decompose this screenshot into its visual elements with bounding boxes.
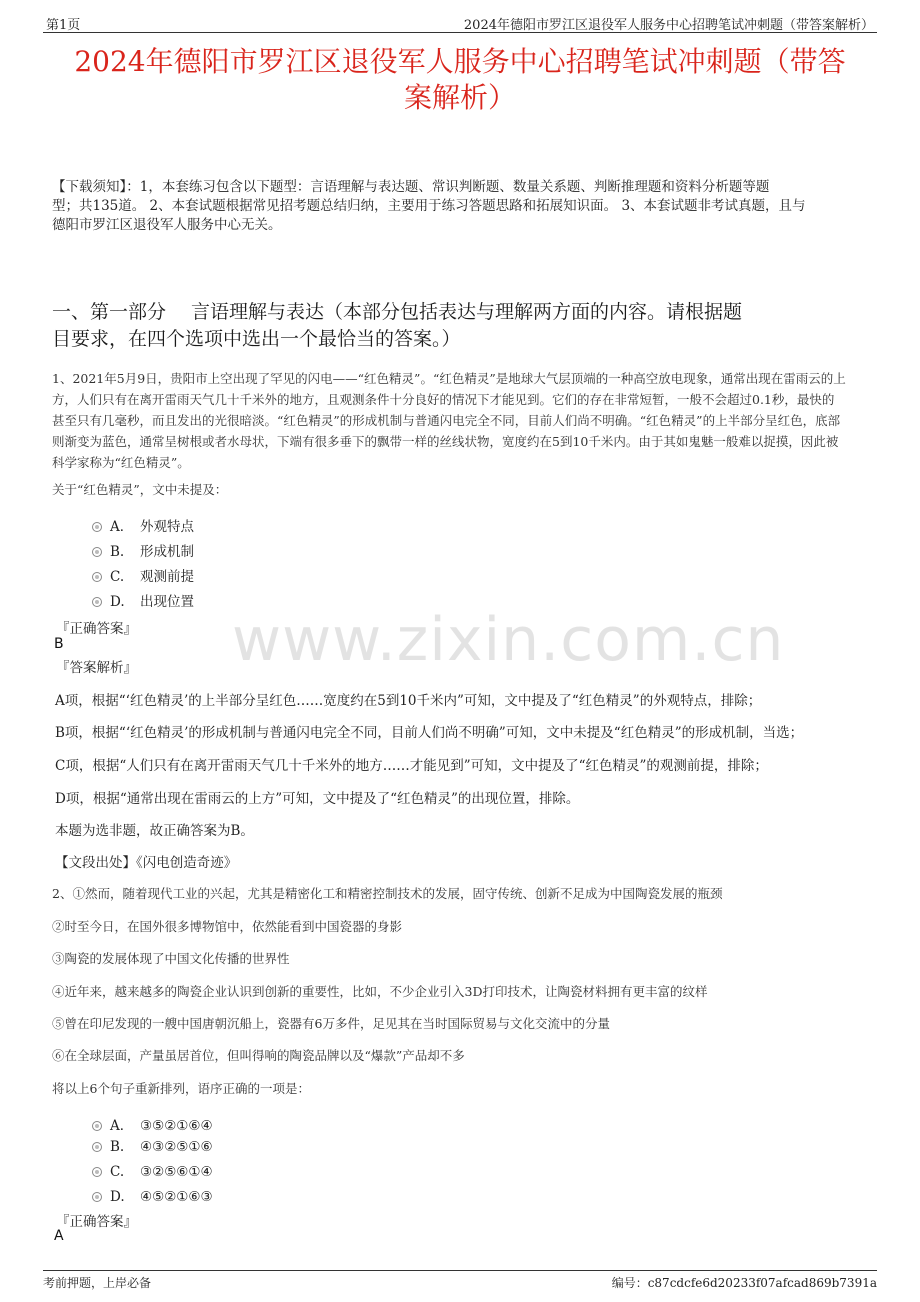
page-footer [43,1270,877,1290]
radio-icon[interactable] [92,1142,102,1152]
q2-option-d[interactable] [92,1189,213,1205]
radio-icon[interactable] [92,572,102,582]
option-key: A． [110,1118,134,1134]
watermark-text: www.zixin.com.cn [232,605,785,675]
radio-icon[interactable] [92,1167,102,1177]
q1-analysis-label: 『答案解析』 [56,660,137,676]
radio-icon[interactable] [92,547,102,557]
radio-icon[interactable] [92,522,102,532]
footer-doc-id: 编号：c87cdcfe6d20233f07afcad869b7391a [611,1276,877,1290]
stem-line: 科学家称为“红色精灵”。 [52,455,190,470]
document-title [40,44,880,116]
section-heading-line: 目要求，在四个选项中选出一个最恰当的答案。） [52,328,461,350]
q2-sentence: 2、①然而，随着现代工业的兴起，尤其是精密化工和精密控制技术的发展，固守传统、创新不足成为中国陶瓷发展的瓶颈 [52,886,723,901]
q1-source: 【文段出处】《闪电创造奇迹》 [55,855,238,871]
q1-analysis-d: D项，根据“通常出现在雷雨云的上方”可知，文中提及了“红色精灵”的出现位置，排除。 [55,791,580,807]
q1-analysis-a: A项，根据“‘红色精灵’的上半部分呈红色……宽度约在5到10千米内”可知，文中提及了“红色精灵”的外观特点，排除； [55,693,762,709]
q2-question: 将以上6个句子重新排列，语序正确的一项是： [52,1081,310,1096]
option-text: ③⑤②①⑥④ [140,1118,213,1134]
q2-sentence: ②时至今日，在国外很多博物馆中，依然能看到中国瓷器的身影 [52,919,403,934]
option-text: 形成机制 [140,544,194,560]
option-text: ③②⑤⑥①④ [140,1164,213,1180]
option-key: D. [110,594,125,610]
footer-slogan: 考前押题，上岸必备 [43,1276,152,1290]
option-key: D. [110,1189,125,1205]
stem-line: 方，人们只有在离开雷雨天气几十千米外的地方，且观测条件十分良好的情况下才能见到。它们的存在非常短暂，一般不会超过0.1秒，最快的 [52,392,835,407]
q1-answer-label: 『正确答案』 [56,621,137,637]
q1-conclusion: 本题为选非题，故正确答案为B。 [55,823,254,839]
q1-option-a[interactable] [92,515,194,535]
q2-option-b[interactable] [92,1139,213,1155]
stem-line: 则渐变为蓝色，通常呈树根或者水母状，下端有很多垂下的飘带一样的丝线状物，宽度约在5到10千米内。由于其如鬼魅一般难以捉摸，因此被 [52,434,839,449]
q2-sentence: ⑤曾在印尼发现的一艘中国唐朝沉船上，瓷器有6万多件，足见其在当时国际贸易与文化交流中的分量 [52,1016,610,1031]
radio-icon[interactable] [92,1121,102,1131]
option-text: ④③②⑤①⑥ [140,1139,213,1155]
option-key: C. [110,1164,125,1180]
notice-line: 【下载须知】：1，本套练习包含以下题型：言语理解与表达题、常识判断题、数量关系题、判断推理题和资料分析题等题 [52,179,770,195]
page-number: 第1页 [46,18,81,33]
title-line-1: 2024年德阳市罗江区退役军人服务中心招聘笔试冲刺题（带答 [74,45,846,78]
radio-icon[interactable] [92,1192,102,1202]
q2-sentence: ③陶瓷的发展体现了中国文化传播的世界性 [52,951,290,966]
q1-analysis-b: B项，根据“‘红色精灵’的形成机制与普通闪电完全不同，目前人们尚不明确”可知，文中未提及“红色精灵”的形成机制，当选； [55,725,804,741]
option-key: C. [110,569,125,585]
option-text: ④⑤②①⑥③ [140,1189,213,1205]
section-heading [52,299,868,353]
option-text: 出现位置 [140,594,194,610]
header-doc-title: 2024年德阳市罗江区退役军人服务中心招聘笔试冲刺题（带答案解析） [463,18,874,33]
title-line-2: 案解析） [403,81,516,114]
q2-answer-label: 『正确答案』 [56,1214,137,1230]
q2-sentence: ④近年来，越来越多的陶瓷企业认识到创新的重要性，比如，不少企业引入3D打印技术，让陶瓷材料拥有更丰富的纹样 [52,984,708,999]
q1-option-d[interactable] [92,590,194,610]
notice-line: 型；共135道。 2、本套试题根据常见招考题总结归纳，主要用于练习答题思路和拓展知识面。 3、本套试题非考试真题，且与 [52,198,806,214]
stem-line: 甚至只有几毫秒，而且发出的光很暗淡。“红色精灵”的形成机制与普通闪电完全不同，目前人们尚不明确。“红色精灵”的上半部分呈红色，底部 [52,413,841,428]
q1-answer: B [54,636,64,652]
q1-option-c[interactable] [92,565,194,585]
radio-icon[interactable] [92,597,102,607]
q1-analysis-c: C项，根据“人们只有在离开雷雨天气几十千米外的地方……才能见到”可知，文中提及了“红色精灵”的观测前提，排除； [55,758,768,774]
option-key: B. [110,1139,125,1155]
option-text: 外观特点 [140,519,194,535]
download-notice [52,178,868,235]
stem-line: 1、2021年5月9日，贵阳市上空出现了罕见的闪电——“红色精灵”。“红色精灵”是地球大气层顶端的一种高空放电现象，通常出现在雷雨云的上 [52,371,846,386]
page-header [43,10,877,33]
q1-option-b[interactable] [92,540,194,560]
q2-option-c[interactable] [92,1164,213,1180]
option-key: A． [110,519,134,535]
q2-sentence: ⑥在全球层面，产量虽居首位，但叫得响的陶瓷品牌以及“爆款”产品却不多 [52,1048,465,1063]
notice-line: 德阳市罗江区退役军人服务中心无关。 [52,217,282,233]
q2-answer: A [54,1228,64,1244]
q2-option-a[interactable] [92,1114,213,1134]
section-heading-line: 一、第一部分 言语理解与表达（本部分包括表达与理解两方面的内容。请根据题 [52,301,743,323]
option-key: B. [110,544,125,560]
q1-question: 关于“红色精灵”，文中未提及： [52,482,228,497]
q1-stem [52,368,872,473]
option-text: 观测前提 [140,569,194,585]
